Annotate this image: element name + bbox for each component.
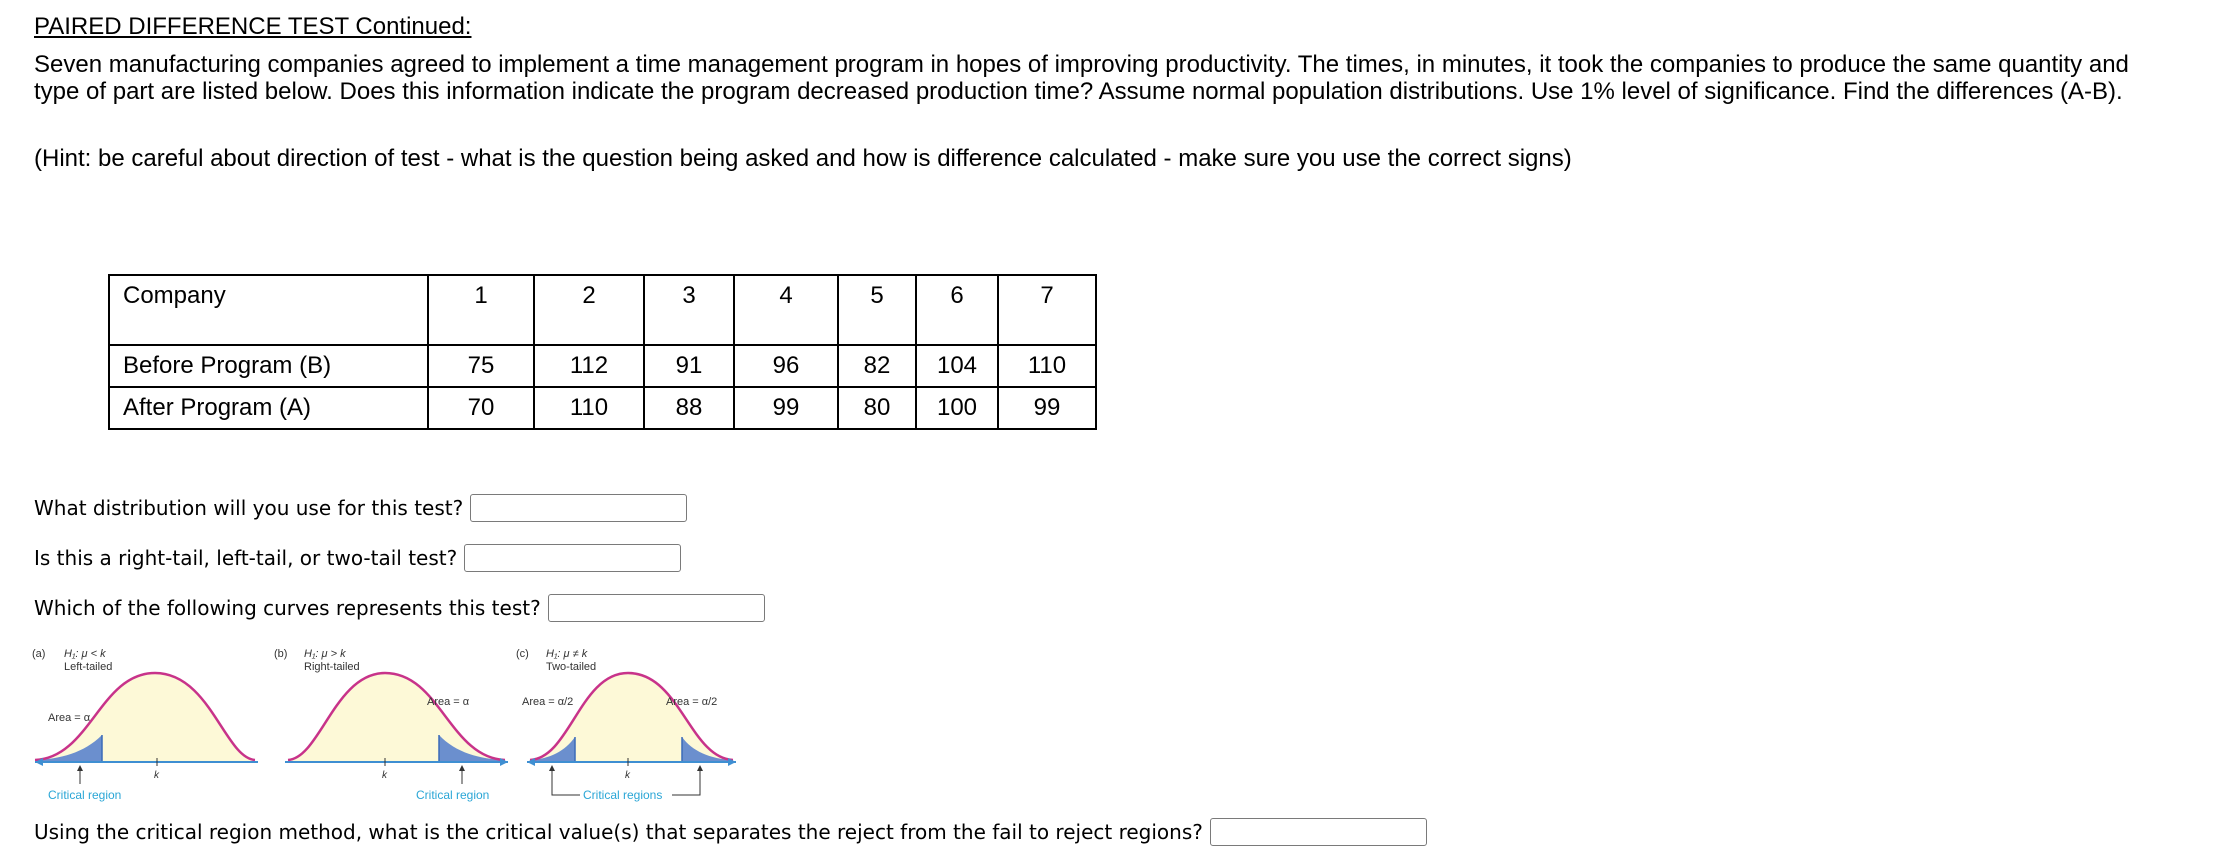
curve-a-hypothesis: H₁: μ < k <box>64 648 106 660</box>
curve-b-region-arrow <box>459 765 465 771</box>
curve-c-left-area-label: Area = α/2 <box>522 696 574 708</box>
table-row-label: Before Program (B) <box>109 345 428 387</box>
curve-c-type: Two-tailed <box>546 661 597 673</box>
question-tail <box>34 544 681 572</box>
table-row-label: After Program (A) <box>109 387 428 429</box>
question-distribution-label: What distribution will you use for this test? <box>34 496 464 520</box>
table-row <box>109 345 1096 387</box>
table-header-cell: 1 <box>428 275 534 345</box>
question-critical-value <box>34 818 1427 846</box>
distribution-answer-field[interactable] <box>470 494 687 522</box>
table-header-cell: 4 <box>734 275 838 345</box>
curve-a-region-arrow <box>77 765 83 771</box>
curve-c-body <box>530 673 733 762</box>
table-cell: 75 <box>428 345 534 387</box>
curve-b-type: Right-tailed <box>304 661 360 673</box>
curve-a-area-label: Area = α <box>48 712 91 724</box>
table-cell: 104 <box>916 345 998 387</box>
data-table <box>108 274 1097 430</box>
problem-statement: Seven manufacturing companies agreed to implement a time management program in hopes of improving productivity. The times, in minutes, it took the companies to produce the same quantity and type of part are listed below. Does this information indicate the program decreased production time? Assume normal population distributions. Use 1% level of significance. Find the differences (A-B). <box>34 51 2129 105</box>
question-critical-value-label: Using the critical region method, what is the critical value(s) that separates the reject from the fail to reject regions? <box>34 820 1203 844</box>
question-tail-label: Is this a right-tail, left-tail, or two-tail test? <box>34 546 458 570</box>
table-cell: 112 <box>534 345 644 387</box>
curve-c-two-tailed <box>516 648 736 802</box>
curve-a-region-label: Critical region <box>48 788 122 802</box>
critical-region-curves-figure <box>30 645 750 803</box>
table-header-label: Company <box>109 275 428 345</box>
curve-c-region-arrow-left <box>549 765 555 771</box>
curve-c-hypothesis: H₁: μ ≠ k <box>546 648 588 660</box>
curve-c-k-label: k <box>625 770 630 781</box>
table-header-cell: 7 <box>998 275 1096 345</box>
curve-c-region-label: Critical regions <box>583 788 663 802</box>
curve-answer-field[interactable] <box>548 594 765 622</box>
table-header-cell: 6 <box>916 275 998 345</box>
curve-a-k-label: k <box>154 770 159 781</box>
table-cell: 110 <box>534 387 644 429</box>
table-cell: 110 <box>998 345 1096 387</box>
table-cell: 99 <box>734 387 838 429</box>
table-cell: 99 <box>998 387 1096 429</box>
curve-b-region-label: Critical region <box>416 788 490 802</box>
curve-a-left-tailed <box>32 648 258 802</box>
curve-c-region-bracket-left <box>552 767 580 795</box>
table-header-cell: 3 <box>644 275 734 345</box>
tail-answer-field[interactable] <box>464 544 681 572</box>
curve-c-tag: (c) <box>516 648 529 660</box>
curve-b-k-label: k <box>382 770 387 781</box>
curve-b-body <box>288 673 505 762</box>
table-header-cell: 2 <box>534 275 644 345</box>
table-cell: 96 <box>734 345 838 387</box>
question-curve-label: Which of the following curves represents this test? <box>34 596 541 620</box>
curve-b-hypothesis: H₁: μ > k <box>304 648 346 660</box>
page-heading: PAIRED DIFFERENCE TEST Continued: <box>34 13 472 40</box>
hint-text: (Hint: be careful about direction of test - what is the question being asked and how is difference calculated - make sure you use the correct signs) <box>34 145 1572 172</box>
curve-c-region-arrow-right <box>697 765 703 771</box>
curve-b-right-tailed <box>274 648 508 802</box>
curve-c-right-area-label: Area = α/2 <box>666 696 718 708</box>
table-header-row <box>109 275 1096 345</box>
table-cell: 100 <box>916 387 998 429</box>
curve-b-area-label: Area = α <box>427 696 470 708</box>
curve-c-region-bracket-right <box>672 767 700 795</box>
curve-a-type: Left-tailed <box>64 661 113 673</box>
curve-b-tag: (b) <box>274 648 288 660</box>
curve-a-tag: (a) <box>32 648 46 660</box>
table-cell: 82 <box>838 345 916 387</box>
table-header-cell: 5 <box>838 275 916 345</box>
table-cell: 70 <box>428 387 534 429</box>
table-cell: 80 <box>838 387 916 429</box>
table-cell: 91 <box>644 345 734 387</box>
question-distribution <box>34 494 687 522</box>
critical-value-answer-field[interactable] <box>1210 818 1427 846</box>
table-cell: 88 <box>644 387 734 429</box>
question-curve <box>34 594 765 622</box>
table-row <box>109 387 1096 429</box>
